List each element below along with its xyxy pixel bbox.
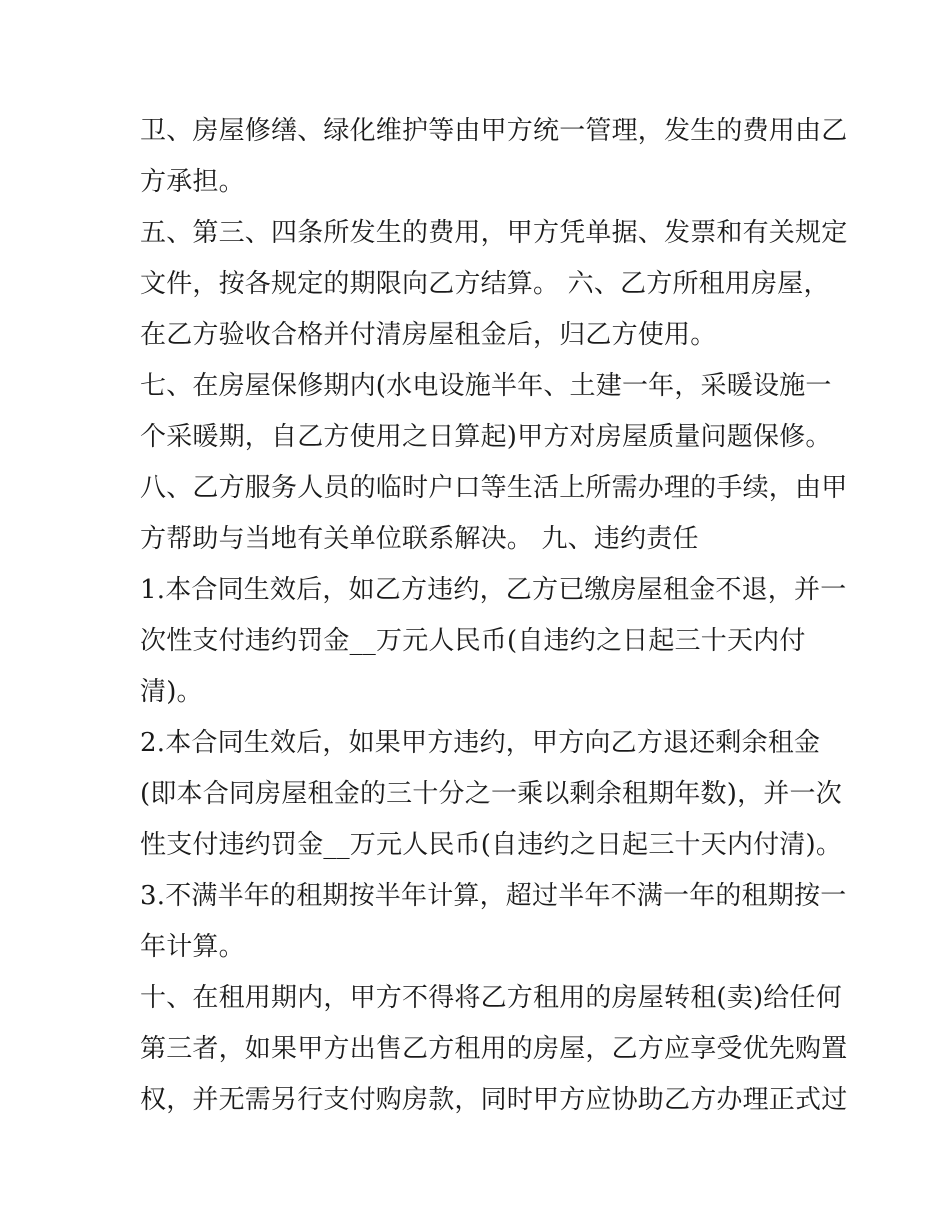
text-line: 第三者，如果甲方出售乙方租用的房屋，乙方应享受优先购置 bbox=[140, 1034, 848, 1064]
text-line: 个采暖期，自乙方使用之日算起)甲方对房屋质量问题保修。 bbox=[140, 422, 832, 452]
text-line: (即本合同房屋租金的三十分之一乘以剩余租期年数)，并一次 bbox=[140, 779, 842, 809]
text-line: 次性支付违约罚金__万元人民币(自违约之日起三十天内付 bbox=[140, 626, 806, 656]
text-line: 2.本合同生效后，如果甲方违约，甲方向乙方退还剩余租金 bbox=[140, 728, 821, 758]
text-line: 年计算。 bbox=[140, 932, 245, 962]
text-line: 性支付违约罚金__万元人民币(自违约之日起三十天内付清)。 bbox=[140, 830, 843, 860]
text-line: 十、在租用期内，甲方不得将乙方租用的房屋转租(卖)给任何 bbox=[140, 983, 842, 1013]
text-line: 文件，按各规定的期限向乙方结算。 六、乙方所租用房屋， bbox=[140, 269, 830, 299]
text-line: 八、乙方服务人员的临时户口等生活上所需办理的手续，由甲 bbox=[140, 473, 848, 503]
text-line: 1.本合同生效后，如乙方违约，乙方已缴房屋租金不退，并一 bbox=[140, 575, 847, 605]
text-line: 权，并无需另行支付购房款，同时甲方应协助乙方办理正式过 bbox=[140, 1085, 848, 1115]
text-line: 五、第三、四条所发生的费用，甲方凭单据、发票和有关规定 bbox=[140, 218, 848, 248]
text-line: 清)。 bbox=[140, 677, 203, 707]
text-line: 方帮助与当地有关单位联系解决。 九、违约责任 bbox=[140, 524, 699, 554]
text-line: 七、在房屋保修期内(水电设施半年、土建一年，采暖设施一 bbox=[140, 371, 832, 401]
document-body bbox=[140, 106, 848, 1126]
text-line: 在乙方验收合格并付清房屋租金后，归乙方使用。 bbox=[140, 320, 717, 350]
text-line: 卫、房屋修缮、绿化维护等由甲方统一管理，发生的费用由乙 bbox=[140, 116, 848, 146]
text-line: 3.不满半年的租期按半年计算，超过半年不满一年的租期按一 bbox=[140, 881, 847, 911]
text-line: 方承担。 bbox=[140, 167, 245, 197]
